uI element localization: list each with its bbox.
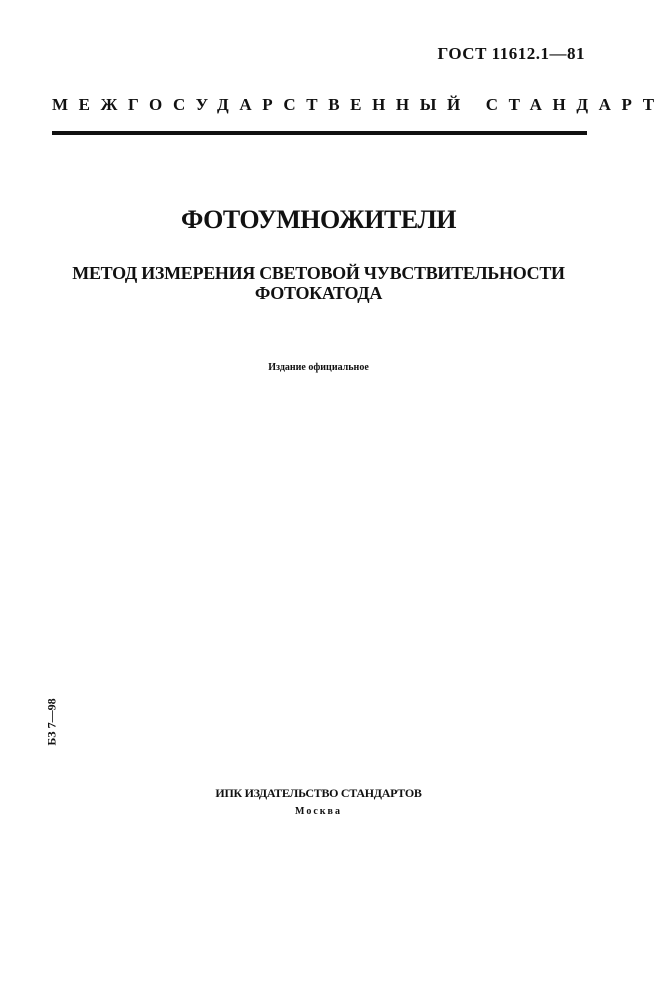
standard-series-title: МЕЖГОСУДАРСТВЕННЫЙ СТАНДАРТ xyxy=(52,95,665,114)
publisher-city: Москва xyxy=(295,806,342,817)
header-divider xyxy=(52,131,587,135)
catalog-code: БЗ 7—98 xyxy=(44,698,59,746)
document-subtitle xyxy=(40,263,597,303)
document-number: ГОСТ 11612.1—81 xyxy=(437,44,585,63)
subtitle-line-1: МЕТОД ИЗМЕРЕНИЯ СВЕТОВОЙ ЧУВСТВИТЕЛЬНОСТИ xyxy=(72,263,565,283)
document-title: ФОТОУМНОЖИТЕЛИ xyxy=(181,205,456,234)
subtitle-line-2: ФОТОКАТОДА xyxy=(254,283,383,303)
edition-note: Издание официальное xyxy=(268,362,369,373)
publisher-name: ИПК ИЗДАТЕЛЬСТВО СТАНДАРТОВ xyxy=(215,786,422,800)
